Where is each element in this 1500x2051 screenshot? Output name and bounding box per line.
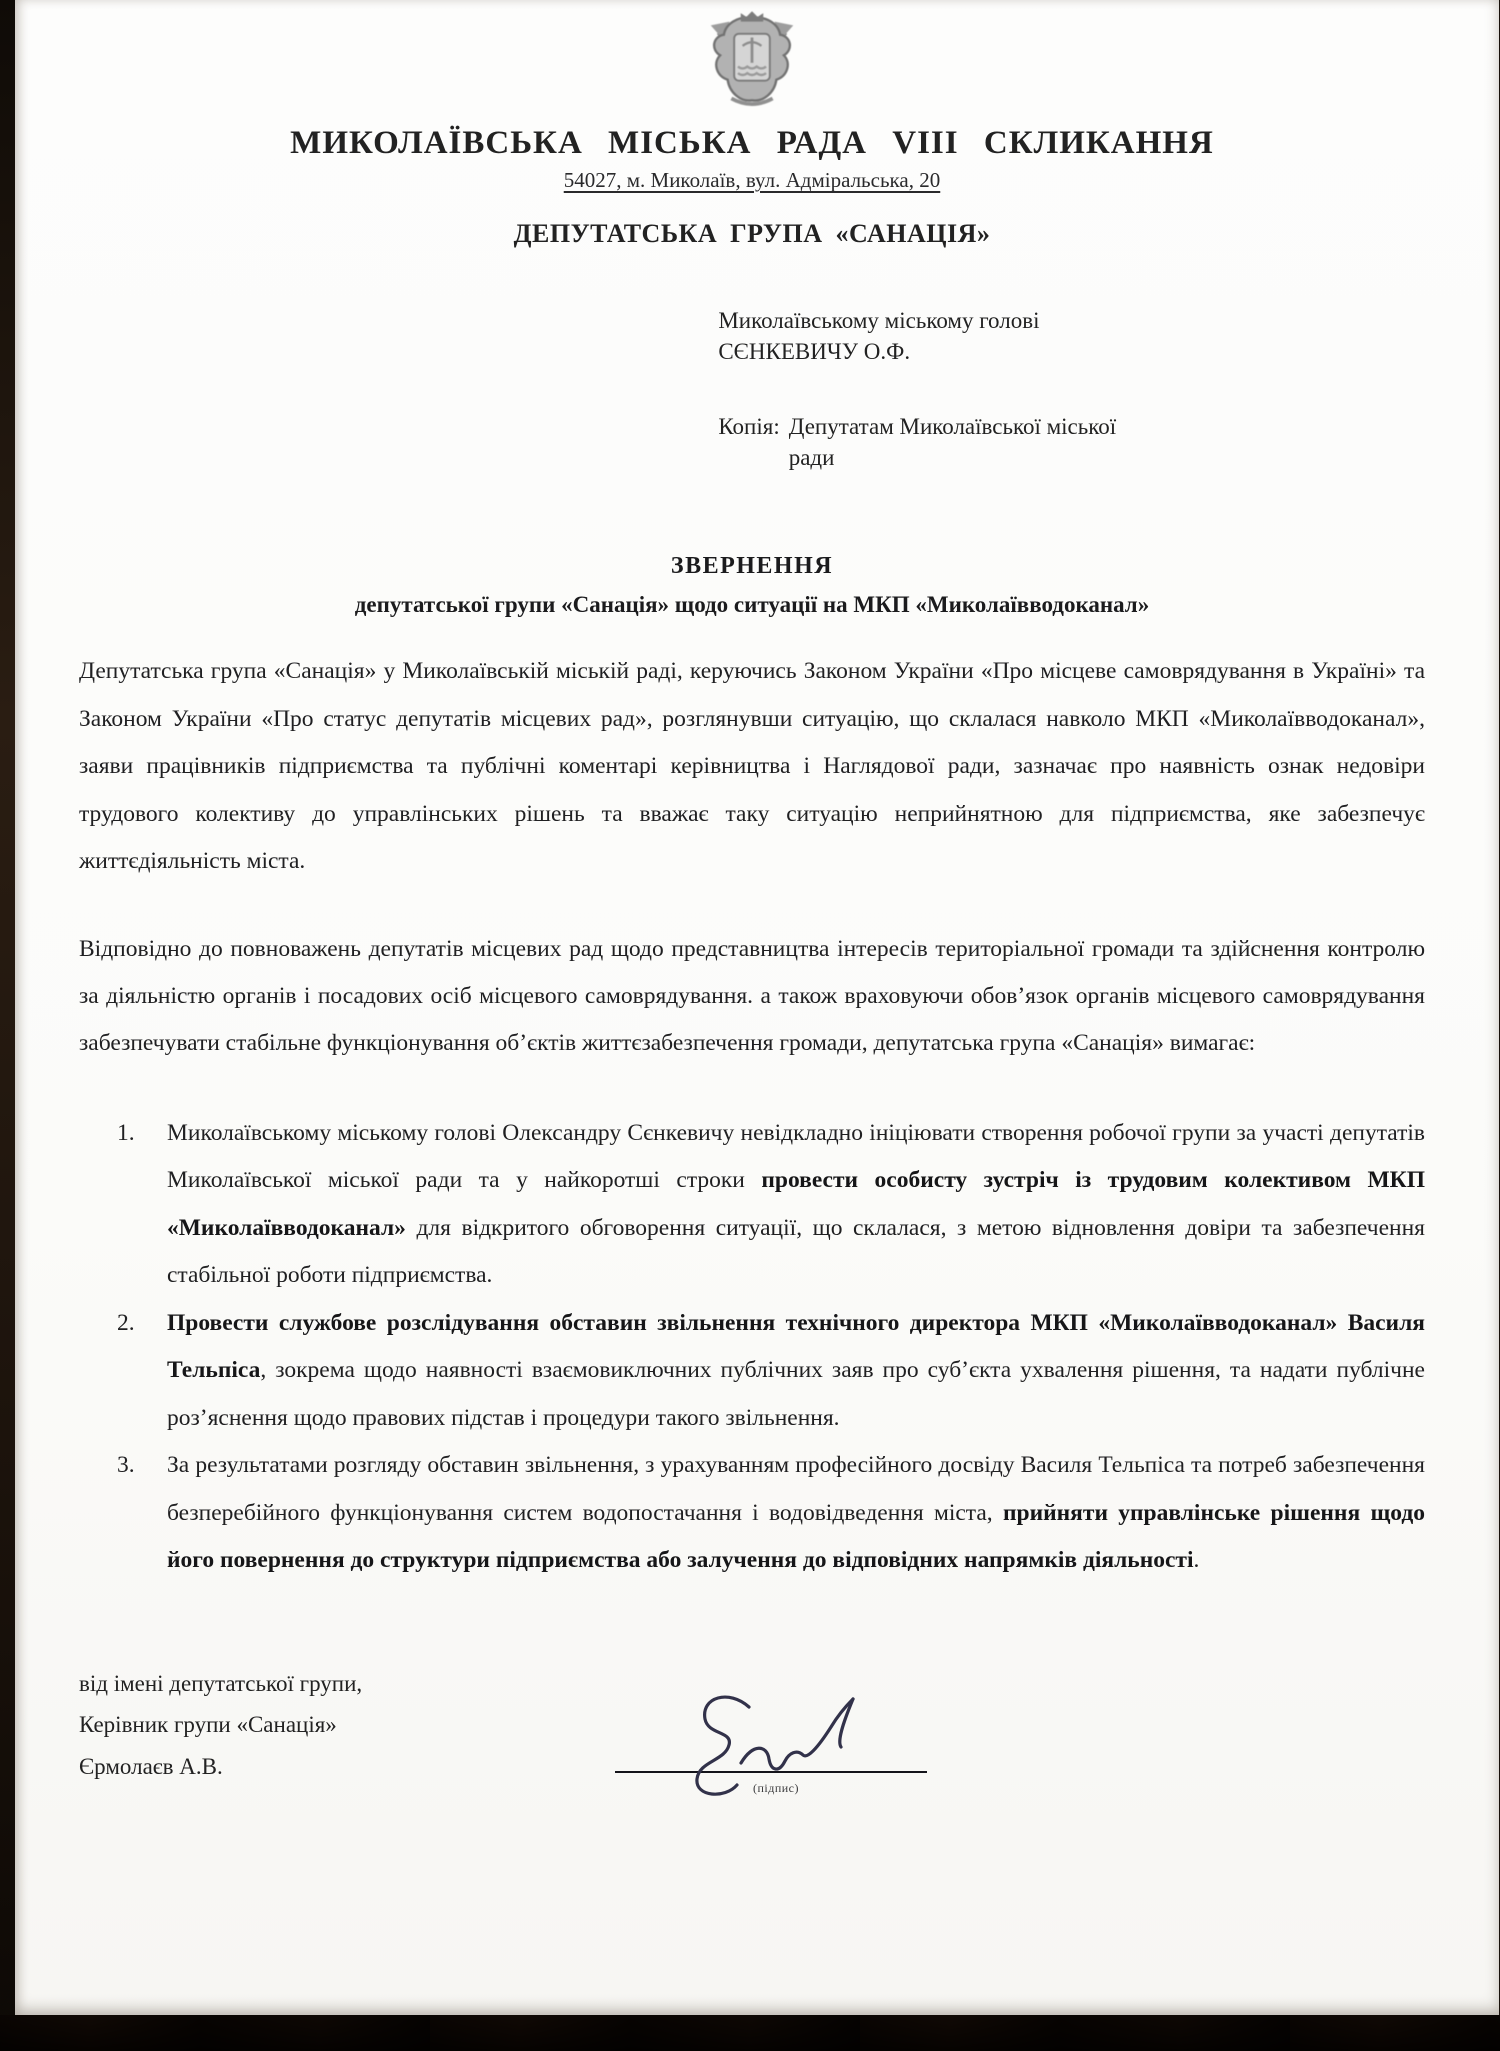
organization-title: МИКОЛАЇВСЬКА МІСЬКА РАДА VIII СКЛИКАННЯ: [290, 125, 1214, 161]
recipient-line-1: Миколаївському міському голові: [718, 308, 1040, 333]
copy-line-1: Депутатам Миколаївської міської: [788, 414, 1117, 440]
photo-background-bottom-edge: [0, 2015, 1500, 2051]
signature-area: [635, 1687, 917, 1796]
coat-of-arms-icon: [677, 8, 827, 112]
list-item-text: Провести службове розслідування обставин звільнення технічного директора МКП «Миколаївводоканал» Василя Тельпіса, зокрема щодо наявності взаємовиключних публічних заяв про суб’єкта ухвалення рішення, та надати публічне роз’яснення щодо правових підстав і процедури такого звільнення.: [167, 1309, 1425, 1431]
list-item-text: За результатами розгляду обставин звільнення, з урахуванням професійного досвіду Василя Тельпіса та потреб забезпечення безперебійного функціонування систем водопостачання і водовідведення міста, прийняти управлінське рішення щодо його повернення до структури підприємства або залучення до відповідних напрямків діяльності.: [167, 1452, 1425, 1574]
list-item-number: 2.: [117, 1309, 135, 1336]
list-item-number: 1.: [117, 1119, 135, 1146]
paragraph-2: Відповідно до повноважень депутатів місцевих рад щодо представництва інтересів територіальної громади та здійснення контролю за діяльністю органів і посадових осіб місцевого самоврядування. а також враховуючи обов’язок органів місцевого самоврядування забезпечувати стабільне функціонування об’єктів життєзабезпечення громади, депутатська група «Санація» вимагає:: [79, 935, 1425, 1057]
coat-of-arms: [79, 8, 1425, 117]
document-title: ЗВЕРНЕННЯ: [670, 553, 834, 580]
deputy-group-title: ДЕПУТАТСЬКА ГРУПА «САНАЦІЯ»: [513, 219, 991, 248]
list-item: [117, 1300, 1425, 1442]
handwritten-signature-icon: [671, 1687, 881, 1805]
demands-list: [79, 1110, 1425, 1585]
signer-line-2: Керівник групи «Санація»: [79, 1712, 337, 1738]
signer-line-1: від імені депутатської групи,: [79, 1670, 363, 1696]
list-item: [117, 1442, 1425, 1584]
recipient-line-2: СЄНКЕВИЧУ О.Ф.: [718, 339, 911, 365]
list-item-number: 3.: [117, 1452, 135, 1479]
list-item: [117, 1110, 1425, 1300]
letter-page: [15, 0, 1499, 2015]
copy-recipient: [789, 411, 1116, 473]
photo-background-left-edge: [0, 0, 15, 2051]
recipient-block: [718, 305, 1425, 473]
signer-name: Єрмолаєв А.В.: [79, 1754, 223, 1780]
document-subtitle: депутатської групи «Санація» щодо ситуації на МКП «Миколаївводоканал»: [354, 592, 1150, 618]
signature-block: [79, 1663, 1425, 1893]
copy-line-2: ради: [788, 445, 835, 471]
list-item-text: Миколаївському міському голові Олександру Сєнкевичу невідкладно ініціювати створення робочої групи за участі депутатів Миколаївської міської ради та у найкоротші строки провести особисту зустріч із трудовим колективом МКП «Миколаївводоканал» для відкритого обговорення ситуації, що склалася, з метою відновлення довіри та забезпечення стабільної роботи підприємства.: [167, 1119, 1426, 1289]
organization-address: 54027, м. Миколаїв, вул. Адміральська, 20: [563, 168, 941, 192]
signature-caption: (підпис): [752, 1780, 800, 1795]
paragraph-1: Депутатська група «Санація» у Миколаївській міській раді, керуючись Законом України «Про місцеве самоврядування в Україні» та Законом України «Про статус депутатів місцевих рад», розглянувши ситуацію, що склалася навколо МКП «Миколаївводоканал», заяви працівників підприємства та публічні коментарі керівництва і Наглядової ради, зазначає про наявність ознак недовіри трудового колективу до управлінських рішень та вважає таку ситуацію неприйнятною для підприємства, яке забезпечує життєдіяльність міста.: [79, 658, 1425, 875]
copy-block: [718, 411, 1425, 473]
copy-label: Копія:: [718, 414, 780, 440]
